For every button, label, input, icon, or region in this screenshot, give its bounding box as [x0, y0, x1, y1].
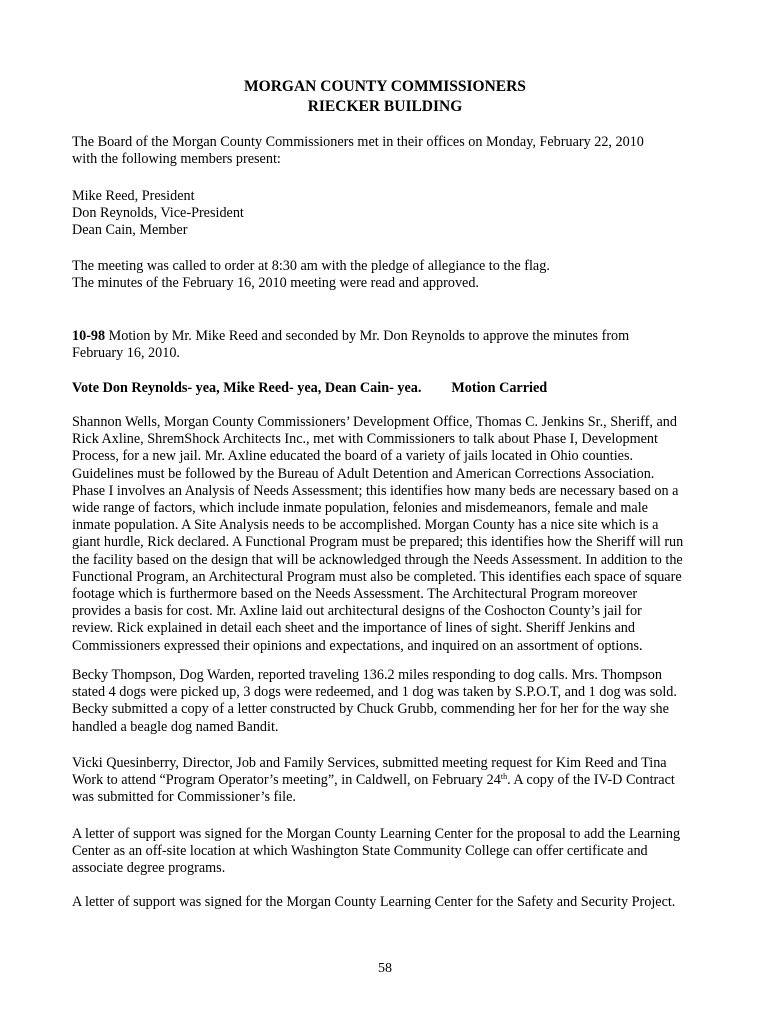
text-line [72, 772, 702, 789]
text-line: February 16, 2010. [72, 345, 180, 362]
text-line: The Board of the Morgan County Commissioners met in their offices on Monday, February 22, 2010 [72, 134, 644, 150]
motion-result: Motion Carried [451, 380, 548, 396]
dog-warden-paragraph [72, 667, 702, 736]
jail-paragraph [72, 414, 702, 655]
text-line: wide range of factors, which include inmate population, felonies and misdemeanors, female and male [72, 500, 648, 517]
text-line: A letter of support was signed for the Morgan County Learning Center for the proposal to add the Learning [72, 826, 681, 842]
text-line: Vicki Quesinberry, Director, Job and Family Services, submitted meeting request for Kim Reed and Tina [72, 755, 667, 771]
text-line: Functional Program, an Architectural Program must also be completed. This identifies each space of square [72, 568, 682, 585]
text-line: Process, for a new jail. Mr. Axline educated the board of a variety of jails located in Ohio counties. [72, 448, 634, 465]
ordinal-suffix: th [500, 772, 508, 782]
opening-paragraph [72, 258, 702, 292]
text-line: Phase I involves an Analysis of Needs Assessment; this identifies how many beds are necessary based on a [72, 482, 679, 499]
text-line: Shannon Wells, Morgan County Commissioners’ Development Office, Thomas C. Jenkins Sr., Sheriff, and [72, 414, 677, 430]
text-segment: . A copy of the IV-D Contract [507, 772, 675, 789]
letter-support-paragraph-2 [72, 894, 702, 911]
text-line: Becky Thompson, Dog Warden, reported traveling 136.2 miles responding to dog calls. Mrs. Thompson [72, 667, 662, 683]
members-list [72, 188, 702, 240]
text-line: Commissioners expressed their opinions and expectations, and inquired on an assortment of options. [72, 637, 643, 654]
jfs-paragraph [72, 755, 702, 807]
text-line: the facility based on the design that will be acknowledged through the Needs Assessment. In addition to the [72, 551, 683, 568]
text-line: footage which is furthermore based on the Needs Assessment. The Architectural Program moreover [72, 586, 638, 603]
document-subtitle: RIECKER BUILDING [307, 98, 463, 115]
text-line: A letter of support was signed for the Morgan County Learning Center for the Safety and Security Project. [72, 894, 676, 910]
intro-paragraph [72, 134, 702, 168]
text-line: provides a basis for cost. Mr. Axline laid out architectural designs of the Coshocton County’s jail for [72, 603, 642, 620]
text-line: handled a beagle dog named Bandit. [72, 718, 279, 735]
member-item: Don Reynolds, Vice-President [72, 205, 244, 222]
text-line: review. Rick explained in detail each sheet and the importance of lines of sight. Sheriff Jenkins and [72, 620, 635, 637]
text-line: Center as an off-site location at which Washington State Community College can offer certificate and [72, 843, 648, 860]
vote-line [72, 380, 547, 397]
text-line: inmate population. A Site Analysis needs to be accomplished. Morgan County has a nice site which is a [72, 517, 659, 534]
page-number: 58 [378, 961, 392, 976]
member-item: Dean Cain, Member [72, 222, 188, 239]
text-line [72, 328, 702, 345]
text-line: Becky submitted a copy of a letter constructed by Chuck Grubb, commending her for her for the way she [72, 701, 669, 718]
text-line: The meeting was called to order at 8:30 am with the pledge of allegiance to the flag. [72, 258, 550, 274]
text-segment: Work to attend “Program Operator’s meeting”, in Caldwell, on February 24 [72, 772, 501, 789]
text-line: The minutes of the February 16, 2010 meeting were read and approved. [72, 275, 479, 292]
text-line: stated 4 dogs were picked up, 3 dogs were redeemed, and 1 dog was taken by S.P.O.T, and 1 dog was sold. [72, 684, 677, 701]
vote-text: Vote Don Reynolds- yea, Mike Reed- yea, Dean Cain- yea. [72, 380, 422, 396]
motion-paragraph [72, 328, 702, 362]
text-line: was submitted for Commissioner’s file. [72, 789, 296, 806]
motion-number: 10-98 [72, 328, 106, 344]
text-line: Guidelines must be followed by the Bureau of Adult Detention and American Corrections Association. [72, 465, 655, 482]
motion-text: Motion by Mr. Mike Reed and seconded by Mr. Don Reynolds to approve the minutes from [105, 328, 630, 344]
text-line: with the following members present: [72, 151, 281, 168]
letter-support-paragraph-1 [72, 826, 702, 878]
text-line: giant hurdle, Rick declared. A Functional Program must be prepared; this identifies how the Sheriff will run [72, 534, 684, 551]
text-line: associate degree programs. [72, 860, 226, 877]
member-item: Mike Reed, President [72, 188, 195, 204]
document-title: MORGAN COUNTY COMMISSIONERS [244, 78, 526, 95]
text-line: Rick Axline, ShremShock Architects Inc., met with Commissioners to talk about Phase I, Development [72, 431, 658, 448]
